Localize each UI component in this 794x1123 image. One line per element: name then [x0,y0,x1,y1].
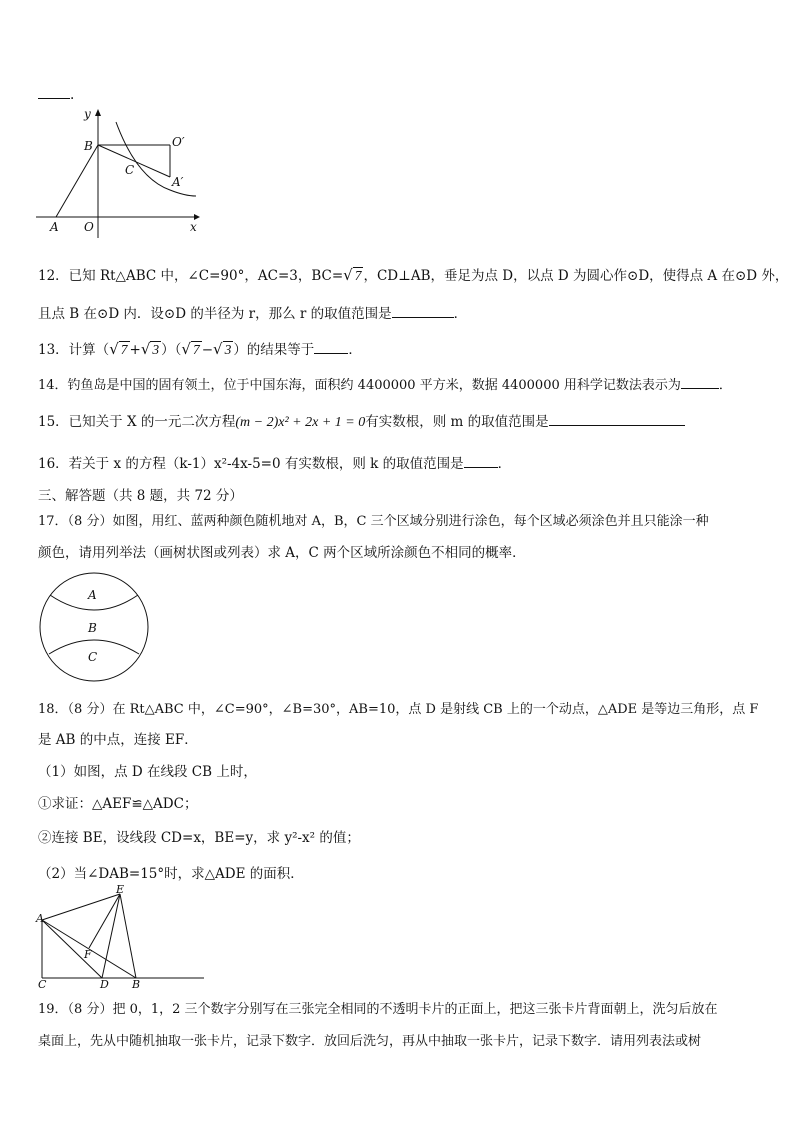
section-3-heading: 三、解答题（共 8 题，共 72 分） [38,488,243,504]
q16-line: 16．若关于 x 的方程（k-1）x²-4x-5=0 有实数根，则 k 的取值范围是 ． [38,452,511,472]
top-blank-punct: . [70,87,75,103]
q13-answer-blank [314,339,348,354]
fig3-label-E: E [116,884,125,896]
q14-answer-blank [681,374,719,389]
q12-answer-blank [392,303,454,318]
q18-line2: 是 AB 的中点，连接 EF． [38,732,198,748]
q18-sub1: ①求证：△AEF≌△ADC； [38,796,198,812]
q16-answer-blank [464,453,498,468]
q12-sqrt: 7 [354,268,362,283]
figure-triangle-ade [34,884,214,990]
region-C-label: C [88,650,98,664]
q15-equation: (m − 2)x² + 2x + 1 = 0 [235,415,366,430]
figure-circle-regions [36,570,152,684]
fig3-label-B: B [132,978,141,990]
fig1-label-A: A [50,220,59,234]
q13-line: 13．计算（√ 7 +√ 3 ）（√ 7 −√ 3 ）的结果等于 ． [38,340,362,358]
q15-line: 15．已知关于 X 的一元二次方程(m − 2)x² + 2x + 1 = 0有实数根，则 m 的取值范围是 [38,410,685,431]
fig1-label-C: C [125,163,135,177]
q12-line2: 且点 B 在⊙D 内．设⊙D 的半径为 r，那么 r 的取值范围是 ． [38,302,467,322]
fig1-label-y: y [84,107,91,121]
fig3-label-A: A [36,912,44,925]
fig1-label-O: O [84,220,94,234]
figure-coordinate-graph [30,100,210,240]
q17-line1: 17．（8 分）如图，用红、蓝两种颜色随机地对 A，B，C 三个区域分别进行涂色，每个区域必须涂色并且只能涂一种 [38,514,709,529]
q18-sub2: ②连接 BE，设线段 CD=x，BE=y，求 y²-x² 的值； [38,830,360,846]
q15-answer-blank [549,411,685,426]
fig1-label-x: x [190,220,197,234]
q14-line: 14．钓鱼岛是中国的固有领土，位于中国东海，面积约 4400000 平方米，数据 4400000 用科学记数法表示为 ． [38,374,732,393]
q18-part2: （2）当∠DAB=15°时，求△ADE 的面积． [38,866,304,882]
q19-line2: 桌面上，先从中随机抽取一张卡片，记录下数字．放回后洗匀，再从中抽取一张卡片，记录下数字．请用列表法或树 [38,1034,702,1049]
fig3-label-F: F [84,948,92,961]
fig1-label-B: B [84,139,93,153]
q18-part1: （1）如图，点 D 在线段 CB 上时， [38,764,257,780]
region-B-label: B [88,621,97,635]
fig1-label-A-prime: A′ [172,175,184,189]
q18-line1: 18．（8 分）在 Rt△ABC 中，∠C=90°，∠B=30°，AB=10，点 D 是射线 CB 上的一个动点，△ADE 是等边三角形，点 F [38,702,759,717]
fig3-label-C: C [38,978,47,990]
q19-line1: 19．（8 分）把 0，1，2 三个数字分别写在三张完全相同的不透明卡片的正面上，把这三张卡片背面朝上，洗匀后放在 [38,1002,718,1017]
q17-line2: 颜色，请用列举法（画树状图或列表）求 A，C 两个区域所涂颜色不相同的概率． [38,545,526,561]
region-A-label: A [88,588,97,602]
fig1-label-O-prime: O′ [172,135,185,149]
q12-line1: 12．已知 Rt△ABC 中，∠C=90°，AC=3，BC=√ 7 ，CD⊥AB，垂足为点 D，以点 D 为圆心作⊙D，使得点 A 在⊙D 外， [38,266,789,284]
fig3-label-D: D [100,978,109,990]
